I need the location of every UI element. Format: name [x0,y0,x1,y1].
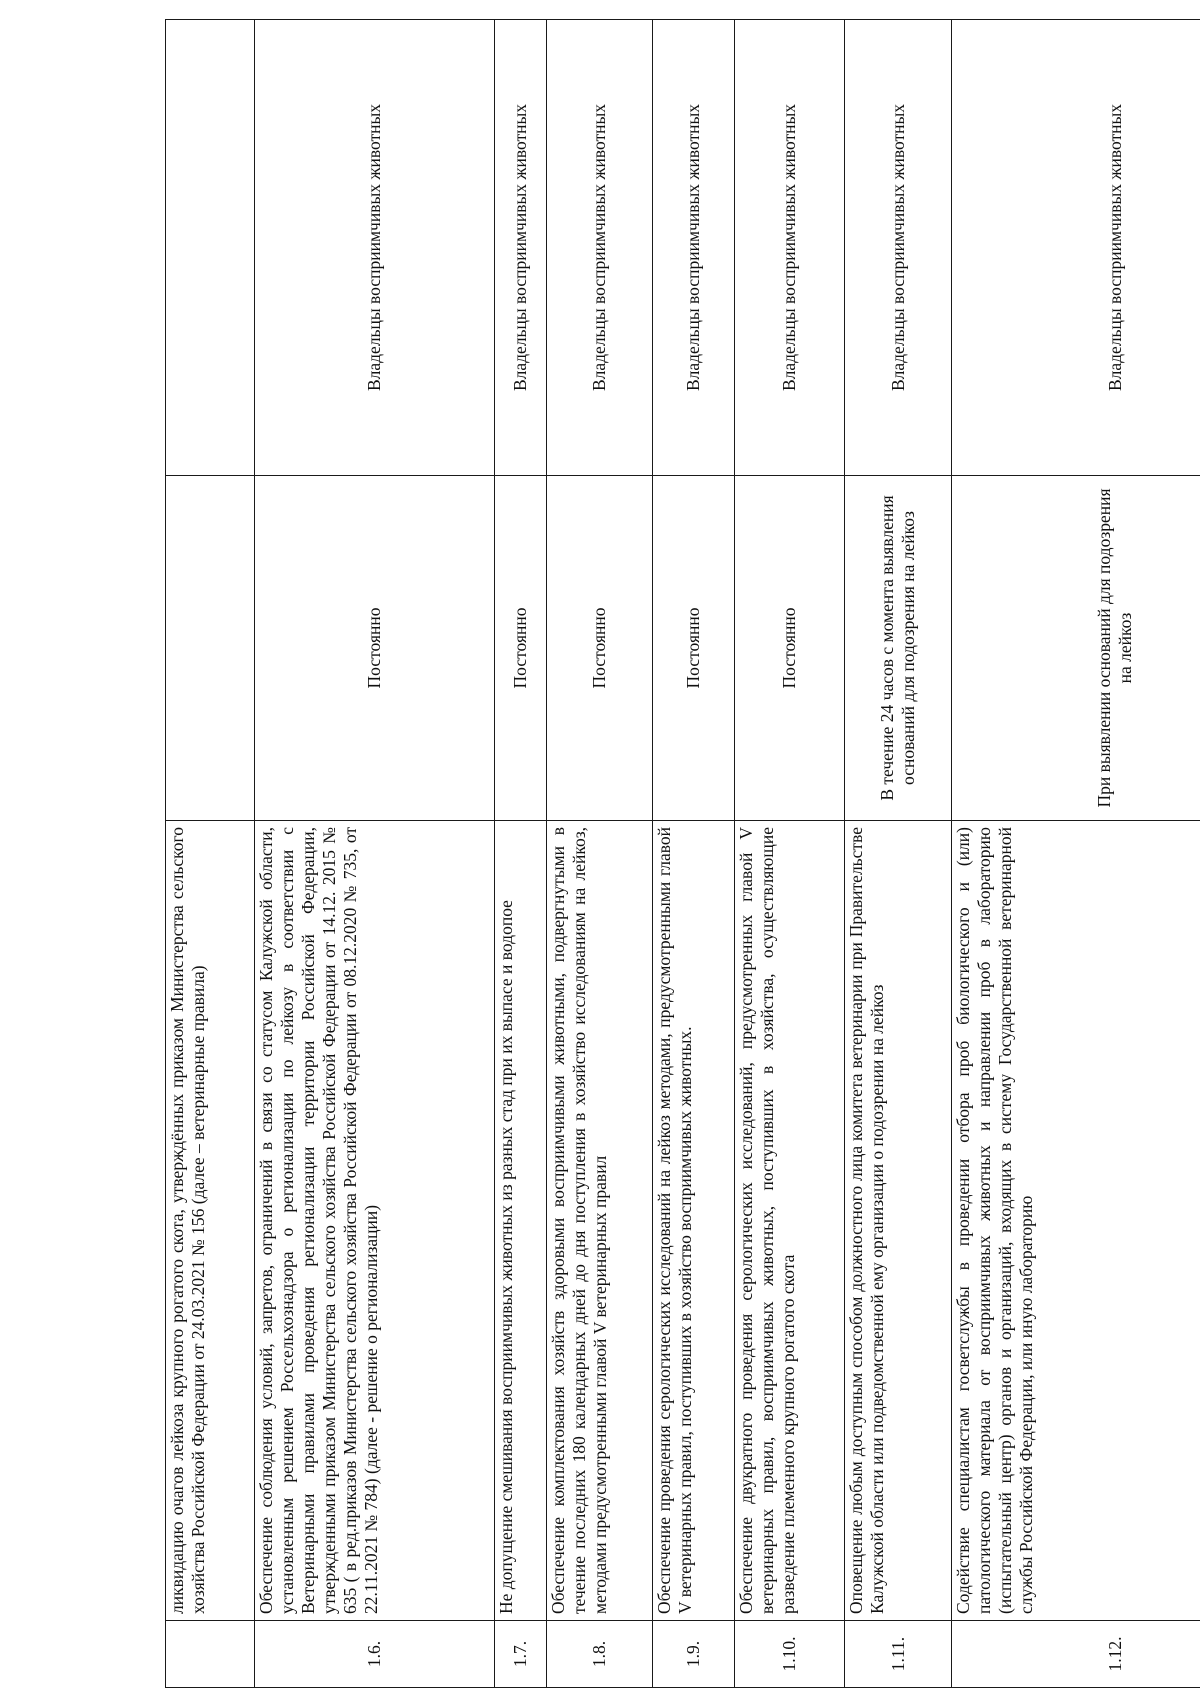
measure-description: ликвидацию очагов лейкоза крупного рогатого скота, утверждённых приказом Министерства сельского хозяйства Российской Федерации от 24.03.2021 № 156 (далее – ветеринарные правила) [166,821,255,1621]
table-row [735,20,845,1688]
measure-term [166,476,255,821]
row-number: 1.6. [255,1621,495,1688]
table-row [547,20,653,1688]
table-row [255,20,495,1688]
table-row [495,20,547,1688]
measure-description: Обеспечение двукратного проведения серологических исследований, предусмотренных главой V ветеринарных правил, восприимчивых животных, поступивших в хозяйства, осуществляющие разведение племенного крупного рогатого скота [735,821,845,1621]
row-number: 1.8. [547,1621,653,1688]
row-number [166,1621,255,1688]
table-row [952,20,1200,1688]
row-number: 1.7. [495,1621,547,1688]
measure-description: Обеспечение соблюдения условий, запретов, ограничений в связи со статусом Калужской области, установленным решением Россельхознадзора о регионализации по лейкозу в соответствии с Ветеринарными правилами проведения регионализации территории Российской Федерации, утвержденными приказом Министерства сельского хозяйства Российской Федерации от 14.12. 2015 № 635 ( в ред.приказов Министерства сельского хозяйства Российской Федерации от 08.12.2020 № 735, от 22.11.2021 № 784) (далее - решение о регионализации) [255,821,495,1621]
measure-description: Содействие специалистам госветслужбы в проведении отбора проб биологического и (или) патологического материала от восприимчивых животных и направлении проб в лабораторию (испытательный центр) органов и организаций, входящих в систему Государственной ветеринарной службы Российской Федерации, или иную лабораторию [952,821,1200,1621]
measure-responsible: Владельцы восприимчивых животных [653,20,735,476]
measures-table [165,19,1200,1688]
measure-term: Постоянно [653,476,735,821]
measure-description: Оповещение любым доступным способом должностного лица комитета ветеринарии при Правительстве Калужской области или подведомственной ему организации о подозрении на лейкоз [845,821,952,1621]
measure-responsible: Владельцы восприимчивых животных [845,20,952,476]
table-row [166,20,255,1688]
measure-responsible: Владельцы восприимчивых животных [255,20,495,476]
measure-term: Постоянно [495,476,547,821]
measure-description: Обеспечение проведения серологических исследований на лейкоз методами, предусмотренными главой V ветеринарных правил, поступивших в хозяйство восприимчивых животных. [653,821,735,1621]
row-number: 1.11. [845,1621,952,1688]
measure-description: Не допущение смешивания восприимчивых животных из разных стад при их выпасе и водопое [495,821,547,1621]
measure-term: В течение 24 часов с момента выявления оснований для подозрения на лейкоз [845,476,952,821]
measure-responsible: Владельцы восприимчивых животных [952,20,1200,476]
measure-term: Постоянно [735,476,845,821]
measure-responsible: Владельцы восприимчивых животных [547,20,653,476]
measure-description: Обеспечение комплектования хозяйств здоровыми восприимчивыми животными, подвергнутыми в течение последних 180 календарных дней до дня поступления в хозяйство исследованиям на лейкоз, методами предусмотренными главой V ветеринарных правил [547,821,653,1621]
row-number: 1.10. [735,1621,845,1688]
measure-term: При выявлении оснований для подозрения на лейкоз [952,476,1200,821]
measure-responsible: Владельцы восприимчивых животных [495,20,547,476]
table-row [653,20,735,1688]
measure-responsible [166,20,255,476]
measure-responsible: Владельцы восприимчивых животных [735,20,845,476]
row-number: 1.9. [653,1621,735,1688]
measure-term: Постоянно [547,476,653,821]
table-row [845,20,952,1688]
row-number: 1.12. [952,1621,1200,1688]
measure-term: Постоянно [255,476,495,821]
